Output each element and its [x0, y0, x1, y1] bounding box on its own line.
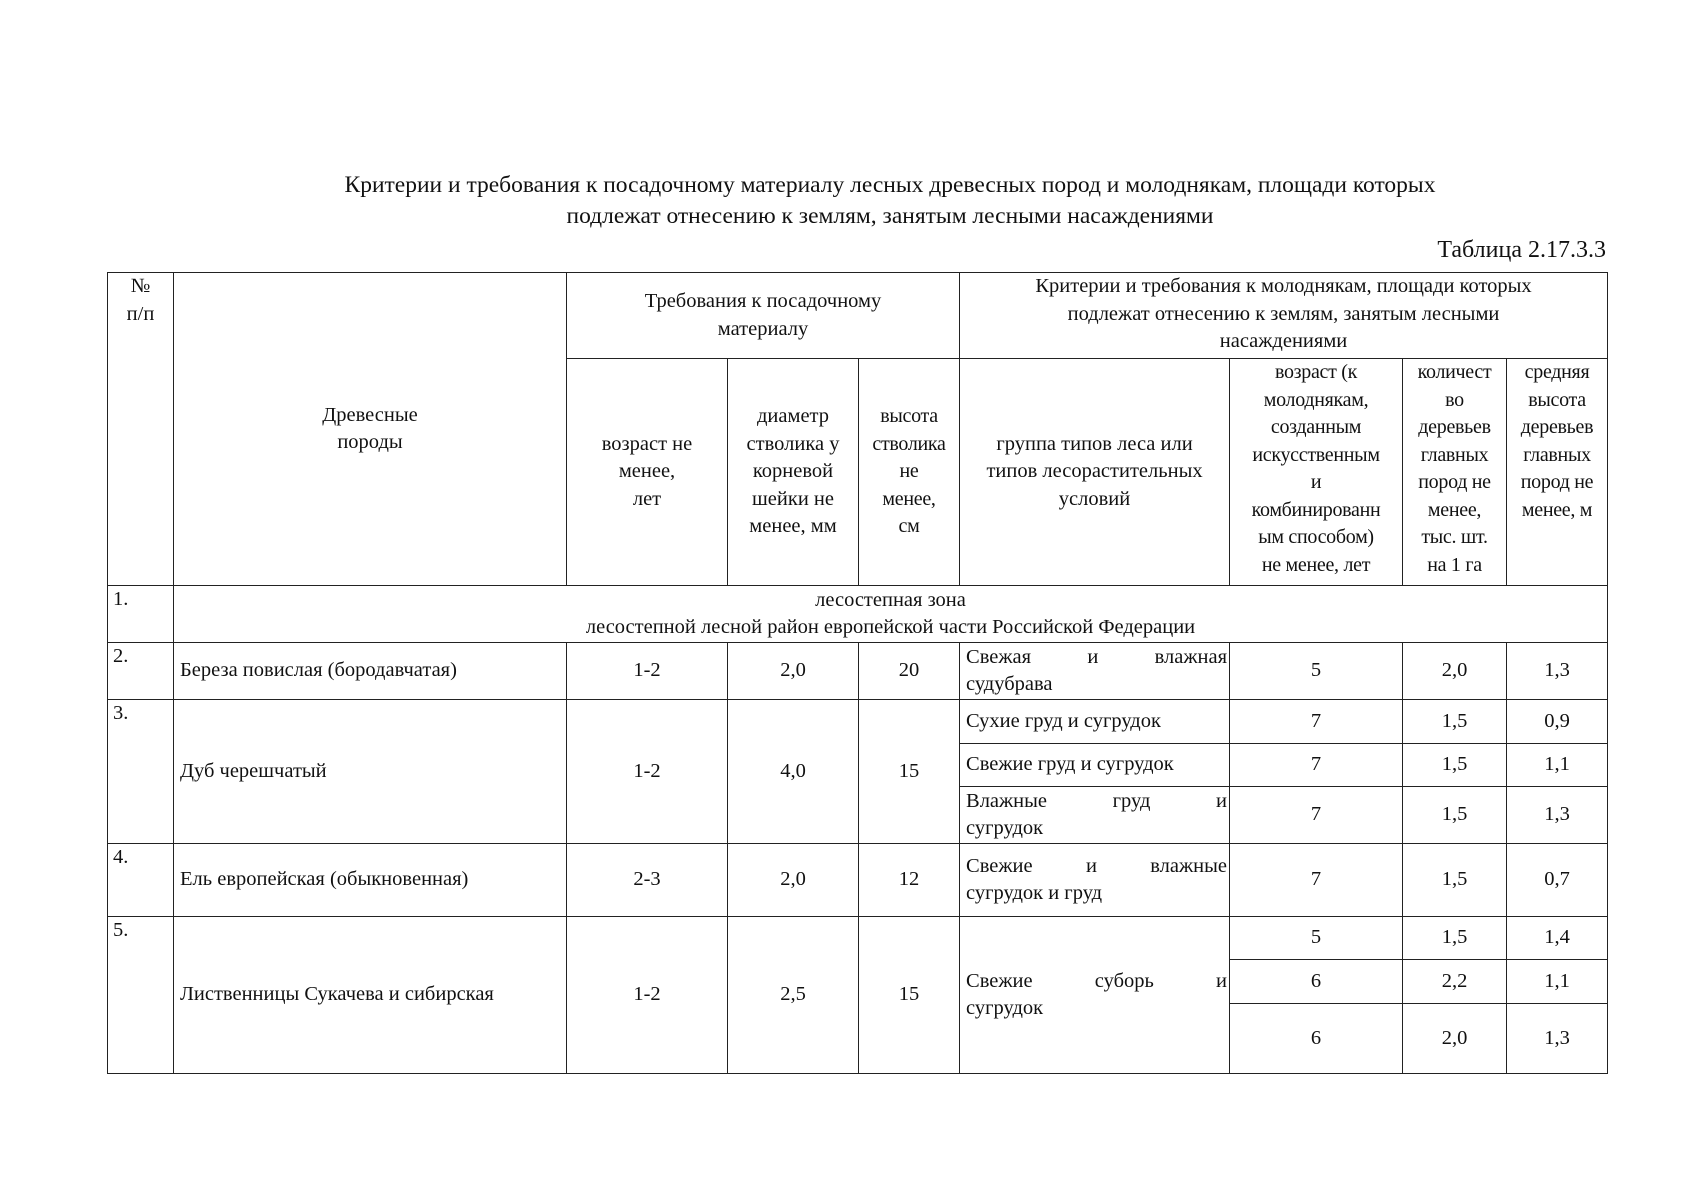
header-planting-material: Требования к посадочному материалу [567, 273, 960, 359]
avg-height-cell: 1,1 [1507, 744, 1608, 787]
tree-count-cell: 1,5 [1403, 787, 1507, 844]
criteria-table [107, 272, 1608, 1074]
row-number: 1. [108, 586, 174, 643]
species-cell: Дуб черешчатый [174, 700, 567, 844]
avg-height-cell: 0,7 [1507, 844, 1608, 917]
avg-height-cell: 1,3 [1507, 1004, 1608, 1074]
diameter-cell: 2,5 [728, 917, 859, 1074]
height-cell: 15 [859, 700, 960, 844]
age-cell: 1-2 [567, 700, 728, 844]
table-row [108, 917, 1608, 960]
species-cell: Ель европейская (обыкновенная) [174, 844, 567, 917]
young-age-cell: 5 [1230, 917, 1403, 960]
avg-height-cell: 1,1 [1507, 960, 1608, 1004]
zone-label: лесостепная зона лесостепной лесной район европейской части Российской Федерации [174, 586, 1608, 643]
table-row [108, 643, 1608, 700]
height-cell: 15 [859, 917, 960, 1074]
header-species: Древесные породы [174, 273, 567, 586]
zone-row [108, 586, 1608, 643]
tree-count-cell: 2,2 [1403, 960, 1507, 1004]
species-cell: Лиственницы Сукачева и сибирская [174, 917, 567, 1074]
row-number: 3. [108, 700, 174, 844]
header-row-1 [108, 273, 1608, 359]
header-forest-type: группа типов леса или типов лесорастительных условий [960, 359, 1230, 586]
header-height: высота стволика не менее, см [859, 359, 960, 586]
header-young-age: возраст (к молоднякам, созданным искусственным и комбинированн ым способом) не менее, лет [1230, 359, 1403, 586]
row-number: 2. [108, 643, 174, 700]
avg-height-cell: 1,3 [1507, 787, 1608, 844]
tree-count-cell: 1,5 [1403, 744, 1507, 787]
tree-count-cell: 2,0 [1403, 1004, 1507, 1074]
young-age-cell: 6 [1230, 960, 1403, 1004]
header-tree-count: количест во деревьев главных пород не менее, тыс. шт. на 1 га [1403, 359, 1507, 586]
tree-count-cell: 1,5 [1403, 844, 1507, 917]
table-number: Таблица 2.17.3.3 [1437, 237, 1606, 263]
height-cell: 12 [859, 844, 960, 917]
avg-height-cell: 1,4 [1507, 917, 1608, 960]
table-row [108, 844, 1608, 917]
forest-type-cell: Влажные груд и сугрудок [960, 787, 1230, 844]
header-diameter: диаметр стволика у корневой шейки не менее, мм [728, 359, 859, 586]
forest-type-cell: Сухие груд и сугрудок [960, 700, 1230, 744]
young-age-cell: 6 [1230, 1004, 1403, 1074]
forest-type-cell: Свежая и влажная судубрава [960, 643, 1230, 700]
young-age-cell: 7 [1230, 787, 1403, 844]
age-cell: 1-2 [567, 643, 728, 700]
avg-height-cell: 1,3 [1507, 643, 1608, 700]
tree-count-cell: 2,0 [1403, 643, 1507, 700]
header-age-min: возраст не менее, лет [567, 359, 728, 586]
row-number: 5. [108, 917, 174, 1074]
age-cell: 1-2 [567, 917, 728, 1074]
header-avg-height: средняя высота деревьев главных пород не менее, м [1507, 359, 1608, 586]
diameter-cell: 4,0 [728, 700, 859, 844]
age-cell: 2-3 [567, 844, 728, 917]
young-age-cell: 7 [1230, 700, 1403, 744]
table-row [108, 700, 1608, 744]
title-line-1: Критерии и требования к посадочному материалу лесных древесных пород и молоднякам, площади которых [344, 172, 1436, 198]
forest-type-cell: Свежие груд и сугрудок [960, 744, 1230, 787]
row-number: 4. [108, 844, 174, 917]
tree-count-cell: 1,5 [1403, 917, 1507, 960]
document-title [200, 170, 1580, 232]
header-num: № п/п [108, 273, 174, 586]
avg-height-cell: 0,9 [1507, 700, 1608, 744]
header-young-stands: Критерии и требования к молоднякам, площади которых подлежат отнесению к землям, занятым лесными насаждениями [960, 273, 1608, 359]
forest-type-cell: Свежие суборь и сугрудок [960, 917, 1230, 1074]
height-cell: 20 [859, 643, 960, 700]
young-age-cell: 7 [1230, 844, 1403, 917]
young-age-cell: 5 [1230, 643, 1403, 700]
species-cell: Береза повислая (бородавчатая) [174, 643, 567, 700]
forest-type-cell: Свежие и влажные сугрудок и груд [960, 844, 1230, 917]
diameter-cell: 2,0 [728, 844, 859, 917]
title-line-2: подлежат отнесению к землям, занятым лесными насаждениями [566, 203, 1214, 229]
diameter-cell: 2,0 [728, 643, 859, 700]
young-age-cell: 7 [1230, 744, 1403, 787]
tree-count-cell: 1,5 [1403, 700, 1507, 744]
